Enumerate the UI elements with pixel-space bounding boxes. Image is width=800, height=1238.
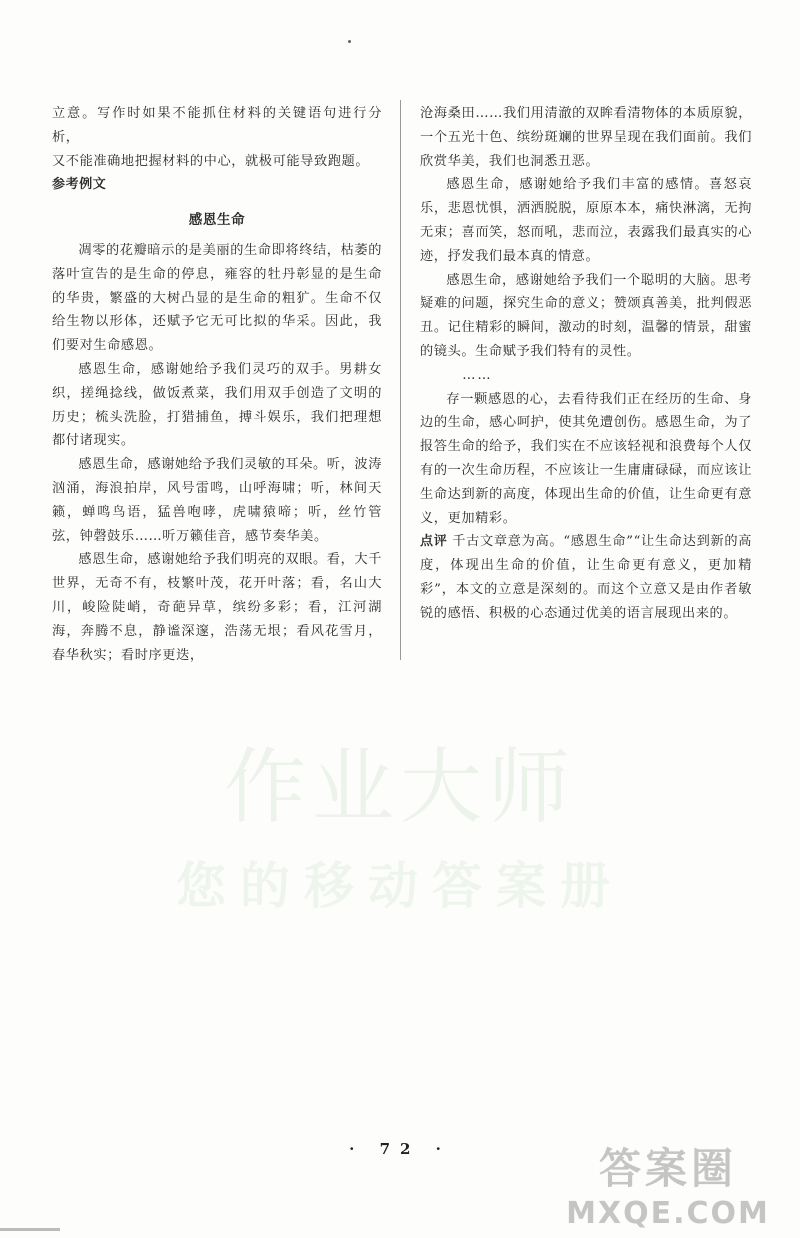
- intro-line-2: 又不能准确地把握材料的中心，就极可能导致跑题。: [52, 153, 370, 169]
- essay-paragraph-4: 感恩生命，感谢她给予我们明亮的双眼。看，大千世界，无奇不有，枝繁叶茂，花开叶落；看，名山大川，峻险陡峭，奇葩异草，缤纷多彩；看，江河湖海，奔腾不息，静谧深邃，浩荡无垠；看风花雪月，春华秋实；看时序更迭，: [52, 552, 382, 663]
- reference-label: 参考例文: [52, 177, 107, 193]
- essay-paragraph-2: 感恩生命，感谢她给予我们灵巧的双手。男耕女织，搓绳捻线，做饭煮菜，我们用双手创造了文明的历史；梳头洗脸，打猎捕鱼，搏斗娱乐，我们把理想都付诸现实。: [52, 361, 382, 449]
- essay-ellipsis: ……: [462, 367, 493, 383]
- page-number: · 72 ·: [349, 1140, 451, 1158]
- watermark-main: 作业大师: [223, 740, 576, 835]
- scan-edge-mark: [0, 1228, 60, 1231]
- right-column: [420, 102, 752, 626]
- essay-paragraph-7: 存一颗感恩的心，去看待我们正在经历的生命、身边的生命，感心呵护，使其免遭创伤。感恩生命，为了报答生命的给予，我们实在不应该轻视和浪费每个人仅有的一次生命历程，不应该让一生庸庸碌碌，而应该让生命达到新的高度，体现出生命的价值，让生命更有意义，更加精彩。: [420, 391, 752, 526]
- comment-text: 千古文章意为高。“感恩生命”“让生命达到新的高度，体现出生命的价值，让生命更有意义，更加精彩”，本文的立意是深刻的。而这个立意又是由作者敏锐的感悟、积极的心态通过优美的语言展现出来的。: [420, 534, 752, 621]
- essay-title: 感恩生命: [188, 212, 246, 229]
- essay-paragraph-4-continued: 沧海桑田……我们用清澈的双眸看清物体的本质原貌，一个五光十色、缤纷斑斓的世界呈现在我们面前。我们欣赏华美，我们也洞悉丑恶。: [420, 106, 752, 169]
- column-divider: [400, 100, 401, 660]
- comment-block: [420, 530, 752, 625]
- essay-paragraph-6: 感恩生命，感谢她给予我们一个聪明的大脑。思考疑难的问题，探究生命的意义；赞颂真善美，批判假恶丑。记住精彩的瞬间，激动的时刻，温馨的情景，甜蜜的镜头。生命赋予我们特有的灵性。: [420, 272, 752, 359]
- comment-label: 点评: [420, 534, 448, 550]
- left-column: [52, 102, 382, 667]
- print-speck: [348, 40, 351, 43]
- essay-paragraph-5: 感恩生命，感谢她给予我们丰富的感情。喜怒哀乐，悲恩忧惧，洒洒脱脱，原原本本，痛快淋漓，无拘无束；喜而笑，怒而吼，悲而泣，表露我们最真实的心迹，抒发我们最本真的情意。: [420, 177, 752, 264]
- corner-watermark-cn: 答案圈: [598, 1144, 737, 1193]
- page-number-value: 72: [379, 1140, 421, 1158]
- intro-line-1: 立意。写作时如果不能抓住材料的关键语句进行分析，: [52, 106, 382, 145]
- essay-paragraph-1: 凋零的花瓣暗示的是美丽的生命即将终结，枯萎的落叶宣告的是生命的停息，雍容的牡丹彰显的是生命的华贵，繁盛的大树凸显的是生命的粗犷。生命不仅给生物以形体，还赋予它无可比拟的华采。因此，我们要对生命感恩。: [52, 242, 382, 354]
- essay-paragraph-3: 感恩生命，感谢她给予我们灵敏的耳朵。听，波涛汹涌，海浪拍岸，风号雷鸣，山呼海啸；听，林间天籁，蝉鸣鸟语，猛兽咆哮，虎啸猿啼；听，丝竹管弦，钟磬鼓乐……听万籁佳音，感节奏华美。: [52, 457, 382, 544]
- corner-watermark-en: MXQE.COM: [566, 1196, 770, 1231]
- watermark-sub: 您的移动答案册: [176, 856, 624, 915]
